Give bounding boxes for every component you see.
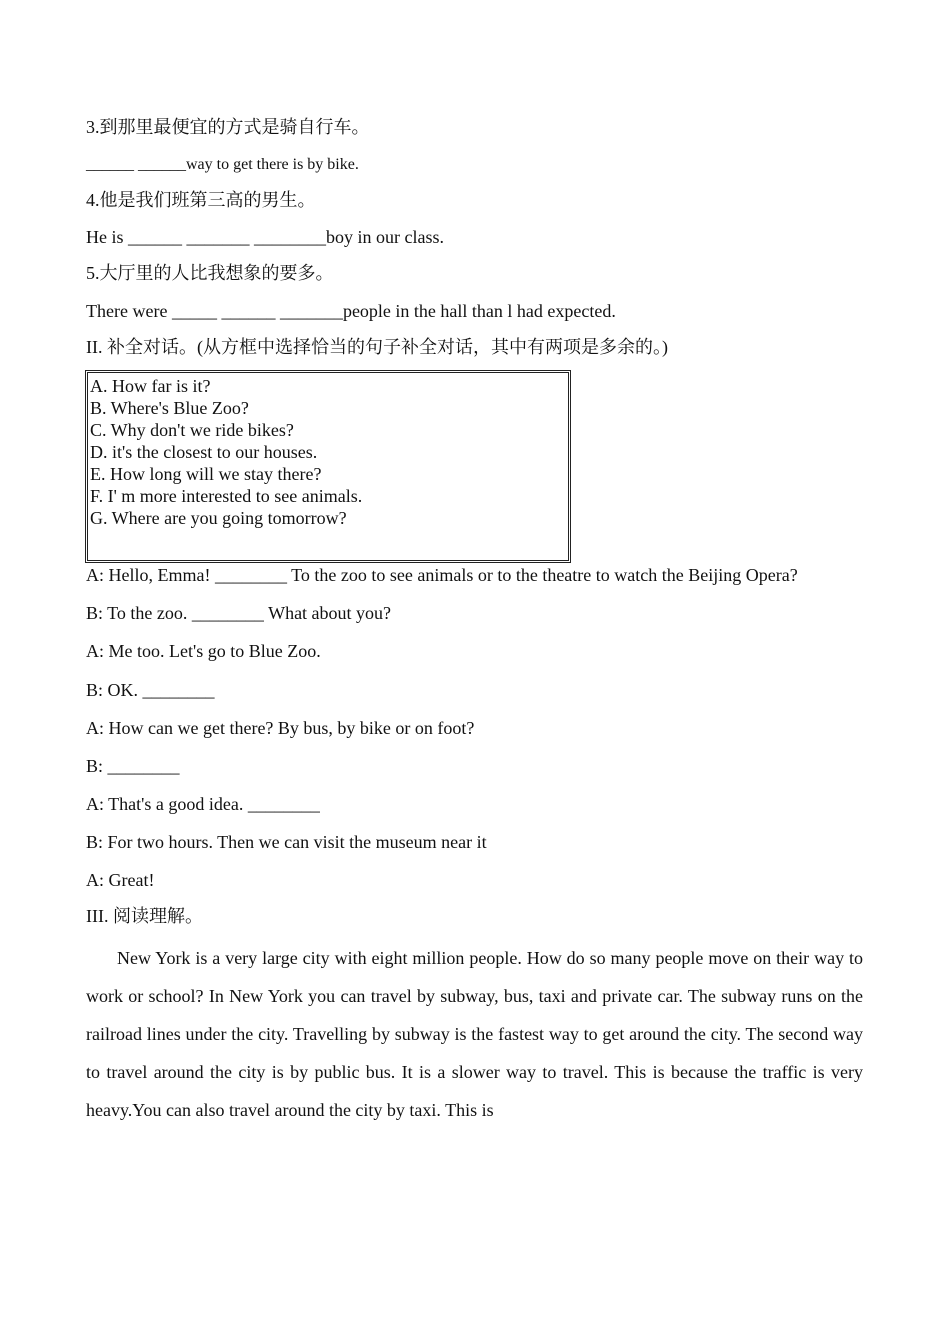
question-3-english-blank: ______ ______way to get there is by bike.: [86, 156, 359, 173]
dialogue-line-3: A: Me too. Let's go to Blue Zoo.: [86, 641, 321, 661]
dialogue-line-6: B: ________: [86, 756, 180, 776]
dialogue-line-4: B: OK. ________: [86, 680, 215, 700]
option-c: C. Why don't we ride bikes?: [90, 420, 294, 440]
question-3-chinese: 3.到那里最便宜的方式是骑自行车。: [86, 117, 370, 137]
section-3-heading: III. 阅读理解。: [86, 906, 203, 926]
dialogue-line-5: A: How can we get there? By bus, by bike or on foot?: [86, 718, 475, 738]
options-box: [85, 370, 571, 563]
question-5-english-blank: There were _____ ______ _______people in the hall than l had expected.: [86, 301, 616, 321]
dialogue-line-1: A: Hello, Emma! ________ To the zoo to see animals or to the theatre to watch the Beijing Opera?: [86, 565, 798, 585]
dialogue-line-7: A: That's a good idea. ________: [86, 794, 320, 814]
option-f: F. I' m more interested to see animals.: [90, 486, 363, 506]
section-2-heading: II. 补全对话。(从方框中选择恰当的句子补全对话，其中有两项是多余的。): [86, 337, 668, 357]
dialogue-line-2: B: To the zoo. ________ What about you?: [86, 603, 392, 623]
question-4-english-blank: He is ______ _______ ________boy in our class.: [86, 227, 444, 247]
question-5-chinese: 5.大厅里的人比我想象的要多。: [86, 263, 334, 283]
question-4-chinese: 4.他是我们班第三高的男生。: [86, 190, 316, 210]
dialogue-line-8: B: For two hours. Then we can visit the museum near it: [86, 832, 487, 852]
option-a: A. How far is it?: [90, 376, 211, 396]
option-g: G. Where are you going tomorrow?: [90, 508, 347, 528]
reading-passage: New York is a very large city with eight million people. How do so many people move on their way to work or school? In New York you can travel by subway, bus, taxi and private car. The subway runs on the railroad lines under the city. Travelling by subway is the fastest way to get around the city. The second way to travel around the city is by public bus. It is a slower way to travel. This is because the traffic is very heavy.You can also travel around the city by taxi. This is: [86, 948, 863, 1120]
option-b: B. Where's Blue Zoo?: [90, 398, 249, 418]
option-d: D. it's the closest to our houses.: [90, 442, 318, 462]
option-e: E. How long will we stay there?: [90, 464, 322, 484]
dialogue-line-9: A: Great!: [86, 870, 155, 890]
